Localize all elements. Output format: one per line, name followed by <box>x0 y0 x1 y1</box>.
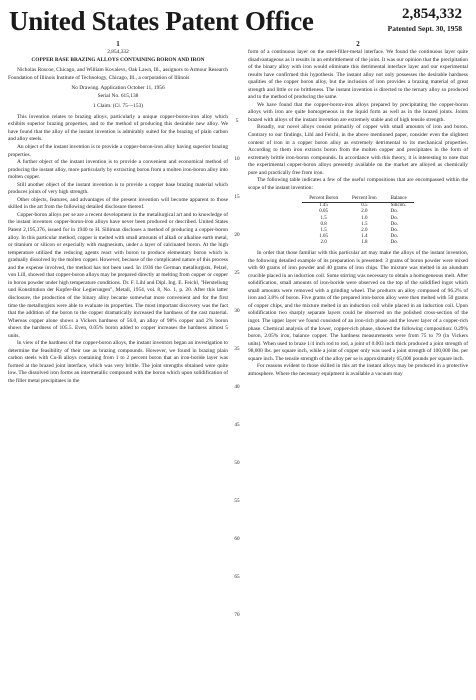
composition-table <box>302 196 413 246</box>
line-number: 35 <box>234 346 240 352</box>
serial-number: Serial No. 615,138 <box>97 92 139 99</box>
table-cell: Do. <box>390 227 398 233</box>
table-cell: 1.5 <box>320 215 327 221</box>
line-number: 15 <box>234 194 240 200</box>
line-number: 60 <box>234 536 240 542</box>
line-number: 50 <box>234 460 240 466</box>
table-header: Percent Iron <box>345 196 384 203</box>
paragraph: For reasons evident to those skilled in this art the instant alloys may be produced in a protective atmosphere. Where the necessary equipment is available a vacuum may <box>248 363 468 377</box>
line-number: 70 <box>234 612 240 618</box>
line-number: 25 <box>234 270 240 276</box>
column-number-2: 2 <box>356 40 360 48</box>
patent-title: COPPER BASE BRAZING ALLOYS CONTAINING BORON AND IRON <box>31 56 205 63</box>
table-cell: 1.5 <box>361 221 368 227</box>
paragraph: A further object of the instant invention is to provide a convenient and economical method of producing the instant alloy, more particularly by extracting boron from a molten iron-boron alloy into molten copper. <box>8 159 228 181</box>
paragraph: Copper-boron alloys per se are a recent development in the metallurgical art and to knowledge of the instant inventors copper-boron-iron alloys have never been produced or described. United States Patent 2,195,376, issued for in 1940 to H. Silliman discloses a method of producing a copper-boron alloy. In this particular method, copper is melted with small amounts of alkali or alkaline earth metal, or titanium or silicon or especially with magnesium, under a layer of calcinated boron. At the high temperature utilized the reducing agents react with boron to produce elementary boron which is gradually dissolved by the molten copper. However, because of the complicated nature of this process and the expense involved, the method has not been used. In 1936 the German metallurgists, Pelzel, von Lill, showed that copper-boron alloys may be prepared directly at melting from copper or copper in boron powder under high temperature conditions. Dr. F. Lihl and Dipl. Ing. E. Feichl, "Herstellung und Konstitution der Kupfer-Bor Legierungen", Metall, 1954, vol. 8, No. 1, p. 20. After this latter disclosure, the production of the binary alloy became somewhat more convenient and for the first time the metallurgists were able to evaluate its properties. The most important discovery was the fact that the addition of the boron to the copper dramatically increased the hardness of the cast material. Whereas copper alone shows a Vickers hardness of 56.0, an alloy of 98% copper and 2% boron shows the hardness of 105.5. Even, 0.05% boron added to copper increases the hardness almost 5 units. <box>8 211 228 339</box>
table-cell: 0.05 <box>319 209 329 215</box>
application-info: No Drawing. Application October 11, 1956 <box>71 85 165 92</box>
line-number: 55 <box>234 498 240 504</box>
line-number: 20 <box>234 232 240 238</box>
table-cell: Silicon. <box>390 203 407 209</box>
table-header: Balance <box>384 196 414 203</box>
patent-number: 2,854,332 <box>402 6 462 22</box>
table-cell: Do. <box>390 233 398 239</box>
table-row <box>302 203 413 210</box>
table-row <box>302 240 413 246</box>
right-column <box>248 40 468 378</box>
line-number: 10 <box>234 156 240 162</box>
inventors: Nicholas Roscoe, Chicago, and William Kovalevs, Oak Lawn, Ill., assignors to Armour Research Foundation of Illinois Institute of Technology, Chicago, Ill., a corporation of Illinois <box>8 67 228 81</box>
table-header: Percent Boron <box>302 196 345 203</box>
claim-info: 1 Claim. (Cl. 75—153) <box>92 103 144 110</box>
paragraph: Still another object of the instant invention is to provide a copper base brazing material which produces joints of very high strength. <box>8 181 228 196</box>
table-cell: 1.45 <box>319 203 329 209</box>
paragraph: The following table indicates a few of the useful compositions that are encompassed within the scope of the instant invention: <box>248 177 468 191</box>
paragraph: This invention relates to brazing alloys, particularly a unique copper-boron-iron alloy which exhibits superior brazing properties, and to the method of producing this desirable new alloy. We have found that the alloy of the instant invention is admirably suited for the brazing of plain carbon and alloy steels. <box>8 113 228 143</box>
column-number-1: 1 <box>116 40 120 48</box>
table-cell: Do. <box>390 209 398 215</box>
patent-number-inline: 2,854,332 <box>107 49 129 55</box>
table-cell: 1.8 <box>361 239 368 245</box>
line-number: 40 <box>234 384 240 390</box>
line-number: 65 <box>234 574 240 580</box>
paragraph: form of a continuous layer on the steel-filler-metal interface. We found the continuous layer quite disadvantageous as it results in an embrittlement of the joint. It was our opinion that the precipitation of the binary alloy with iron would eliminate this detrimental interface layer and our experimental results have confirmed this hypothesis. The instant alloy not only possesses the desirable hardness qualities of the copper boron alloy, but the inclusion of iron provides a brazing material of great strength and little or no brittleness. The instant invention is directed to the ternary alloy so produced and to the method of producing the same. <box>248 49 468 101</box>
table-cell: 2.0 <box>361 227 368 233</box>
table-cell: Do. <box>390 221 398 227</box>
patent-date: Patented Sept. 30, 1958 <box>387 24 462 33</box>
paragraph: Other objects, features, and advantages of the present invention will become apparent to those skilled in the art from the following detailed disclosure thereof. <box>8 196 228 211</box>
paragraph: In view of the hardness of the copper-boron alloys, the instant inventors began an investigation to determine the feasibility of their use as brazing compounds. However, we found in brazing plain carbon steels with Cu-B alloys containing from 1 to 2 percent boron that an iron-boride layer was formed at the brazed joint interface, which was very brittle. The joint strengths obtained were quite low. The dissolved iron forms an intermetallic compound with the boron which upon solidification of the filler metal precipitates in the <box>8 340 228 384</box>
left-column <box>8 40 228 386</box>
table-cell: 2.0 <box>361 209 368 215</box>
table-header-row <box>302 196 413 203</box>
table-cell: 0.5 <box>361 203 368 209</box>
paragraph: Broadly, our novel alloys consist primarily of copper with small amounts of iron and boron. Contrary to our findings, Lihl and Feichl, in the above mentioned paper, consider even the slightest content of iron in a copper boron alloy as extremely detrimental to its mechanical properties. According to them iron extracts boron from the molten copper and precipitates in the form of extremely brittle iron-boron compounds. In accordance with this theory, it is interesting to note that the experimental copper-boron alloys presently available on the market are alloyed as chemically pure and practically free from iron. <box>248 124 468 176</box>
table-cell: 1.4 <box>361 233 368 239</box>
table-cell: 1.05 <box>319 233 329 239</box>
paragraph: An object of the instant invention is to provide a copper-boron-iron alloy having superior brazing properties. <box>8 144 228 158</box>
line-number: 45 <box>234 422 240 428</box>
line-number: 30 <box>234 308 240 314</box>
table-cell: Do. <box>390 215 398 221</box>
table-cell: 1.0 <box>361 215 368 221</box>
table-cell: Do. <box>390 239 398 245</box>
paragraph: In order that those familiar with this particular art may make the alloys of the instant invention, the following detailed example of its preparation is presented: 3 grams of boron powder were mixed with 60 grams of iron powder and 40 grams of iron chips. The mixture was melted in an alundum crucible placed in an induction coil. Some stirring was necessary to obtain a homogeneous melt. After solidification, small amounts of iron-boride were observed on the top of the solidified ingot which small amounts were removed with a grinding wheel. The products an alloy composed of 96.2% of iron and 3.8% of boron. Five grams of the prepared iron-boron alloy were then melted with 50 grams of copper chips, and the mixture melted in an induction coil while placed in an induction coil. Upon solidification two sharply separate layers could be observed on the polished cross-section of the ingot. The upper layer we found consisted of an iron-rich phase and the lower layer of a copper-rich phase. Chemical analysis of the lower, copper-rich phase, showed the following composition: 0.29% boron, 2.05% iron, balance copper. The hardness measurements were from 75 to 79 (in Vickers units). When used to braze 1/4 inch rod to rod, a joint of 0.003 inch thick produced a joint strength of 98,000 lbs. per square inch, while a joint of copper only was used a joint strength of 100,000 lbs. per square inch. The tensile strength of the alloy per se is approximately 65,000 pounds per square inch. <box>248 250 468 362</box>
patent-header-title: United States Patent Office <box>9 6 314 36</box>
table-cell: 0.8 <box>320 221 327 227</box>
paragraph: We have found that the copper-boron-iron alloys prepared by precipitating the copper-boron alloys with iron are quite homogeneous in the liquid form as well as in the brazed joints. Joints brazed with alloys of the instant invention are extremely stable and of high tensile strength. <box>248 101 468 123</box>
table-cell: 2.0 <box>320 239 327 245</box>
table-cell: 1.5 <box>320 227 327 233</box>
line-number: 5 <box>235 118 239 124</box>
